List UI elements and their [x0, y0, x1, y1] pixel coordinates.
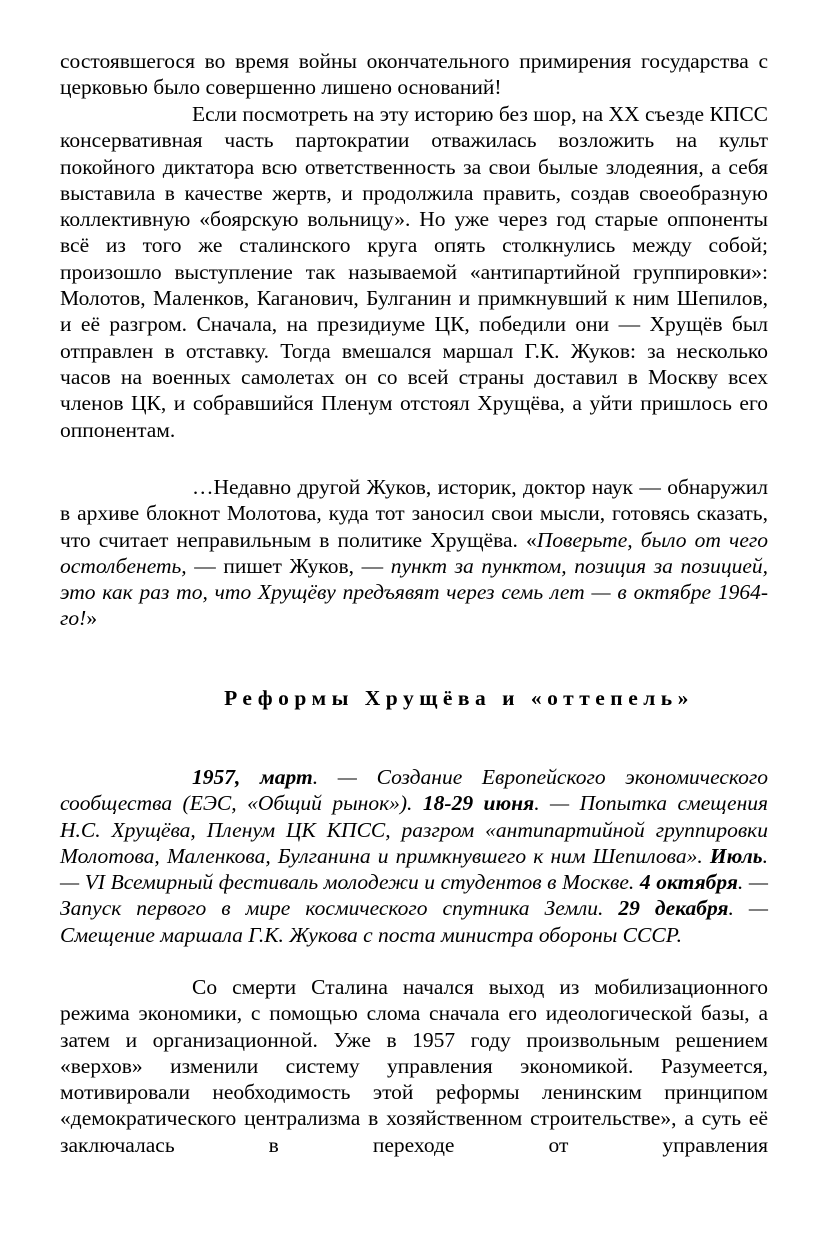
chron-text-5: . — Смещение маршала Г.К. Жукова с поста министра обороны СССР.	[60, 896, 768, 947]
paragraph-molotov-notebook	[60, 474, 768, 632]
chron-text-1: . — Создание Европейского экономического сообщества (ЕЭС, «Общий рынок»).	[60, 765, 768, 816]
chron-date-3: Июль	[709, 843, 763, 868]
chron-text-4: . — Запуск первого в мире космического спутника Земли.	[60, 870, 768, 921]
zhukov-quote-1: Поверьте, было от чего остолбенеть,	[60, 527, 768, 578]
chron-date-2: 18-29 июня	[422, 791, 535, 816]
chronology-paragraph	[60, 764, 768, 948]
molotov-intro: …Недавно другой Жуков, историк, доктор наук — обнаружил в архиве блокнот Молотова, куда тот заносил свои мысли, готовясь сказать, что считает неправильным в политике Хрущёва. «	[60, 475, 768, 552]
chron-text-3: . — VI Всемирный фестиваль молодежи и студентов в Москве.	[60, 843, 768, 895]
molotov-mid: — пишет Жуков, —	[186, 553, 391, 578]
chron-date-1: 1957, март	[192, 765, 313, 789]
paragraph-economy-reform: Со смерти Сталина начался выход из мобилизационного режима экономики, с помощью слома сначала его идеологической базы, а затем и организационной. Уже в 1957 году произвольным решением «верхов» изменили систему управления экономикой. Разумеется, мотивировали необходимость этой реформы ленинским принципом «демократического централизма в хозяйственном строительстве», а суть её заключалась в переходе от управления	[60, 975, 768, 1157]
paragraph-xx-congress: Если посмотреть на эту историю без шор, на XX съезде КПСС консервативная часть партократии отважилась возложить на культ покойного диктатора всю ответственность за свои былые злодеяния, а себя выставила в качестве жертв, и продолжила править, создав своеобразную коллективную «боярскую вольницу». Но уже через год старые оппоненты всё из того же сталинского круга опять столкнулись между собой; произошло выступление так называемой «антипартийной группировки»: Молотов, Маленков, Каганович, Булганин и примкнувший к ним Шепилов, и её разгром. Сначала, на президиуме ЦК, победили они — Хрущёв был отправлен в отставку. Тогда вмешался маршал Г.К. Жуков: за несколько часов на военных самолетах он со всей страны доставил в Москву всех членов ЦК, и собравшийся Пленум отстоял Хрущёва, а уйти пришлось его оппонентам.	[60, 102, 768, 442]
molotov-close: »	[86, 606, 98, 631]
chron-text-2: . — Попытка смещения Н.С. Хрущёва, Пленум ЦК КПСС, разгром «антипартийной группировки Молотова, Маленкова, Булганина и примкнувшего к ним Шепилова».	[60, 791, 768, 868]
chron-date-4: 4 октября	[639, 870, 738, 895]
section-heading: Реформы Хрущёва и «оттепель»	[224, 686, 694, 710]
paragraph-continuation: состоявшегося во время войны окончательного примирения государства с церковью было совершенно лишено оснований!	[60, 49, 768, 100]
zhukov-quote-2: пункт за пунктом, позиция за позицией, это как раз то, что Хрущёву предъявят через семь лет — в октябре 1964-го!	[60, 553, 768, 631]
chron-date-5: 29 декабря	[618, 896, 729, 921]
